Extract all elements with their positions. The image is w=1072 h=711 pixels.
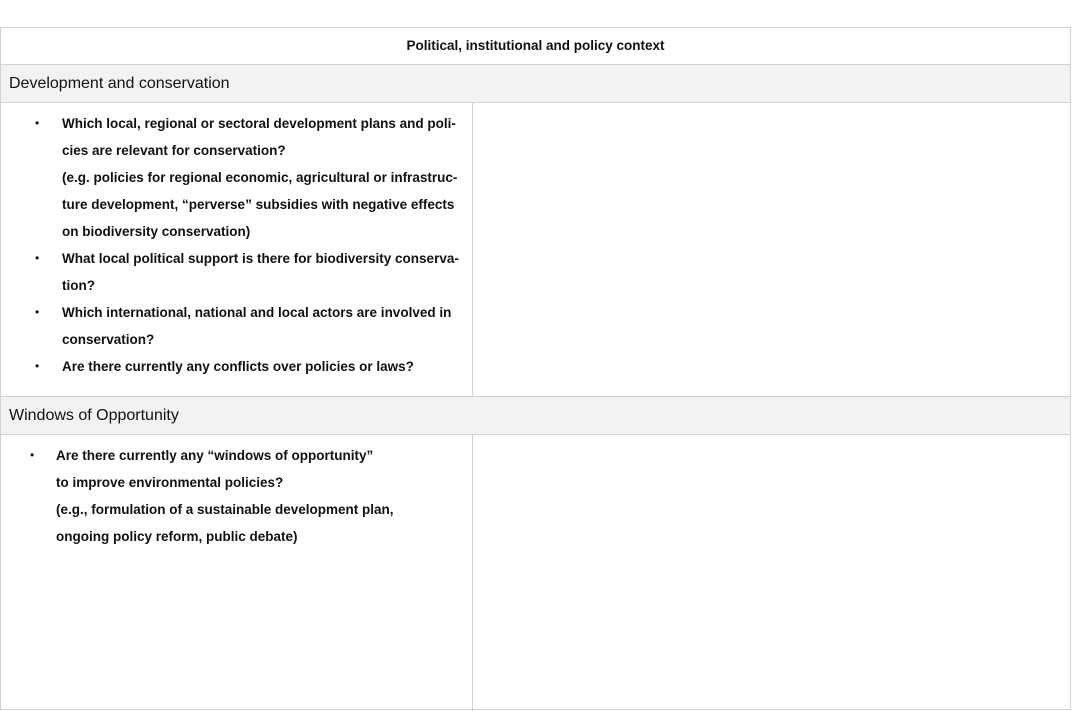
- question-list: [1, 103, 472, 380]
- question-line: Which international, national and local actors are involved in: [62, 305, 452, 320]
- question-item: [1, 110, 458, 245]
- questions-cell: [1, 103, 473, 396]
- question-line: cies are relevant for conservation?: [62, 143, 286, 158]
- question-item: [1, 442, 456, 550]
- bullet-icon: •: [35, 359, 40, 373]
- question-item: [1, 245, 459, 299]
- question-line: Which local, regional or sectoral development plans and poli-: [62, 116, 456, 131]
- question-line: What local political support is there for biodiversity conserva-: [62, 251, 459, 266]
- bullet-icon: •: [30, 448, 35, 462]
- notes-cell-windows-of-opportunity[interactable]: [473, 435, 1070, 711]
- bullet-icon: •: [35, 116, 40, 130]
- section-heading-development-conservation: Development and conservation: [1, 65, 1070, 103]
- question-line: tion?: [62, 278, 95, 293]
- table-title: Political, institutional and policy context: [1, 28, 1070, 65]
- question-item: [1, 353, 452, 380]
- question-line: conservation?: [62, 332, 155, 347]
- section-row-windows-of-opportunity: [1, 435, 1070, 711]
- section-row-development-conservation: [1, 103, 1070, 396]
- question-item: [1, 299, 452, 353]
- question-line: ongoing policy reform, public debate): [56, 529, 298, 544]
- section-heading-windows-of-opportunity: Windows of Opportunity: [1, 396, 1070, 435]
- question-line: (e.g. policies for regional economic, agricultural or infrastruc-: [62, 170, 458, 185]
- bullet-icon: •: [35, 251, 40, 265]
- question-line: Are there currently any “windows of opportunity”: [56, 448, 374, 463]
- questions-cell: [1, 435, 473, 711]
- question-line: on biodiversity conservation): [62, 224, 251, 239]
- question-list: [1, 435, 472, 550]
- question-line: to improve environmental policies?: [56, 475, 284, 490]
- bullet-icon: •: [35, 305, 40, 319]
- notes-cell-development-conservation[interactable]: [473, 103, 1070, 396]
- question-line: ture development, “perverse” subsidies with negative effects: [62, 197, 455, 212]
- question-line: Are there currently any conflicts over policies or laws?: [62, 359, 414, 374]
- question-line: (e.g., formulation of a sustainable development plan,: [56, 502, 394, 517]
- policy-context-table: [0, 27, 1071, 710]
